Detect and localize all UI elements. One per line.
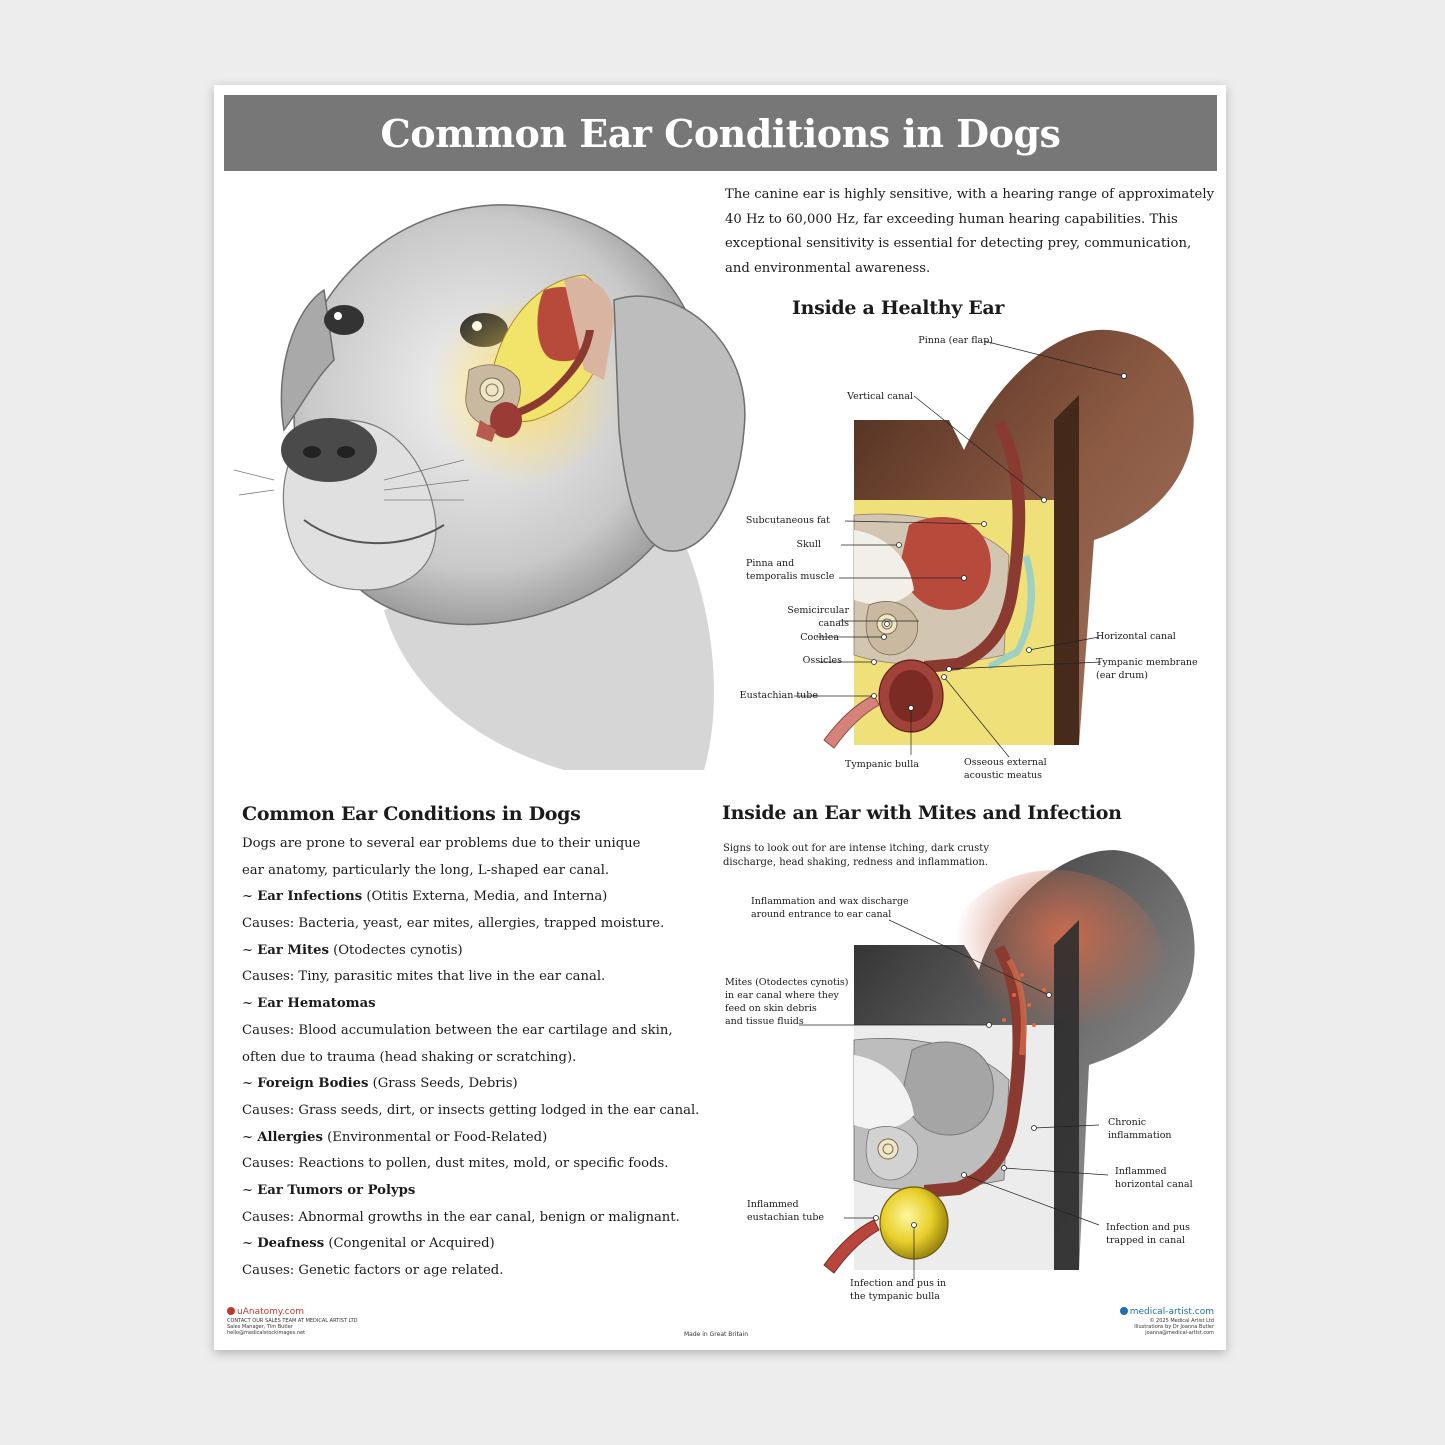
label-horizontal-canal: Horizontal canal (1096, 631, 1176, 642)
label-chronic-inflammation: Chronic inflammation (1108, 1117, 1172, 1141)
label-vertical-canal: Vertical canal (847, 391, 913, 402)
label-pus-bulla: Infection and pus in the tympanic bulla (850, 1278, 947, 1302)
condition-title: ~ Ear Infections (Otitis Externa, Media, and Interna) (242, 889, 608, 905)
signs-text: Signs to look out for are intense itching, dark crusty discharge, head shaking, redness and inflammation. (723, 843, 989, 868)
condition-title: ~ Ear Tumors or Polyps (242, 1182, 416, 1198)
condition-causes: Causes: Tiny, parasitic mites that live in the ear canal. (242, 969, 606, 985)
condition-title: ~ Ear Hematomas (242, 996, 376, 1012)
footer-left: uAnatomy.com CONTACT OUR SALES TEAM AT MEDICAL ARTIST LTD Sales Manager, Tim Butler hello@medicalstockimages.net (227, 1307, 358, 1336)
page-title: Common Ear Conditions in Dogs (380, 110, 1061, 156)
condition-name: Ear Hematomas (257, 996, 376, 1012)
condition-causes: often due to trauma (head shaking or scratching). (242, 1049, 577, 1065)
conditions-heading: Common Ear Conditions in Dogs (242, 803, 581, 825)
label-ossicles: Ossicles (802, 655, 842, 666)
label-pinna: Pinna (ear flap) (918, 335, 993, 346)
medical-artist-logo[interactable]: medical-artist.com (1120, 1307, 1214, 1318)
label-tympanic-membrane: Tympanic membrane (ear drum) (1096, 657, 1198, 681)
uanatomy-logo[interactable]: uAnatomy.com (227, 1307, 358, 1318)
conditions-list (242, 831, 700, 1285)
condition-title: ~ Allergies (Environmental or Food-Related) (242, 1129, 548, 1145)
label-inflamed-eustachian: Inflammed eustachian tube (747, 1199, 825, 1223)
condition-causes: Causes: Genetic factors or age related. (242, 1263, 504, 1278)
label-tympanic-bulla: Tympanic bulla (845, 759, 919, 770)
uanatomy-logo-icon (227, 1307, 235, 1315)
condition-causes: Causes: Reactions to pollen, dust mites, mold, or specific foods. (242, 1156, 669, 1172)
condition-name: Ear Tumors or Polyps (257, 1182, 416, 1198)
condition-title: ~ Foreign Bodies (Grass Seeds, Debris) (242, 1076, 518, 1092)
condition-name: Allergies (257, 1129, 323, 1145)
condition-name: Ear Mites (257, 942, 329, 958)
condition-name: Deafness (257, 1236, 325, 1252)
intro-paragraph: The canine ear is highly sensitive, with a hearing range of approximately 40 Hz to 60,000 Hz, far exceeding human hearing capabilities. This exceptional sensitivity is essential for detecting prey, communication, and environmental awareness. (725, 187, 1215, 276)
made-in-label: Made in Great Britain (684, 1331, 748, 1338)
footer-right: medical-artist.com © 2025 Medical Artist Ltd Illustrations by Dr Joanna Butler joanna@medical-artist.com (1120, 1307, 1214, 1336)
condition-title: ~ Deafness (Congenital or Acquired) (242, 1236, 495, 1252)
label-subcutaneous-fat: Subcutaneous fat (745, 515, 830, 526)
label-skull: Skull (796, 539, 821, 550)
condition-name: Foreign Bodies (257, 1076, 369, 1092)
condition-causes: Causes: Grass seeds, dirt, or insects getting lodged in the ear canal. (242, 1102, 700, 1118)
label-inflamed-horizontal: Inflammed horizontal canal (1115, 1166, 1193, 1190)
condition-name: Ear Infections (257, 889, 363, 905)
condition-causes: Causes: Blood accumulation between the ear cartilage and skin, (242, 1022, 673, 1038)
infected-ear-heading: Inside an Ear with Mites and Infection (722, 802, 1122, 824)
healthy-ear-diagram (839, 325, 1199, 750)
medical-artist-logo-icon (1120, 1307, 1128, 1315)
conditions-intro-line: Dogs are prone to several ear problems due to their unique (242, 836, 641, 851)
poster (214, 85, 1226, 1350)
condition-causes: Causes: Bacteria, yeast, ear mites, allergies, trapped moisture. (242, 916, 665, 932)
dog-head-illustration (234, 180, 754, 780)
healthy-ear-heading: Inside a Healthy Ear (792, 297, 1005, 319)
label-cochlea: Cochlea (800, 632, 839, 643)
label-mites: Mites (Otodectes cynotis) in ear canal where they feed on skin debris and tissue fluids (725, 977, 849, 1027)
label-pinna-muscle: Pinna and temporalis muscle (746, 558, 835, 582)
label-semicircular-canals: Semicircular canals (787, 605, 849, 629)
label-inflammation-wax: Inflammation and wax discharge around entrance to ear canal (751, 896, 909, 920)
conditions-intro-line: ear anatomy, particularly the long, L-shaped ear canal. (242, 862, 610, 878)
label-eustachian-tube: Eustachian tube (739, 690, 818, 701)
label-pus-canal: Infection and pus trapped in canal (1106, 1222, 1191, 1246)
condition-causes: Causes: Abnormal growths in the ear canal, benign or malignant. (242, 1209, 680, 1225)
title-bar (224, 95, 1217, 171)
label-osseous-meatus: Osseous external acoustic meatus (964, 757, 1047, 781)
condition-title: ~ Ear Mites (Otodectes cynotis) (242, 942, 463, 958)
